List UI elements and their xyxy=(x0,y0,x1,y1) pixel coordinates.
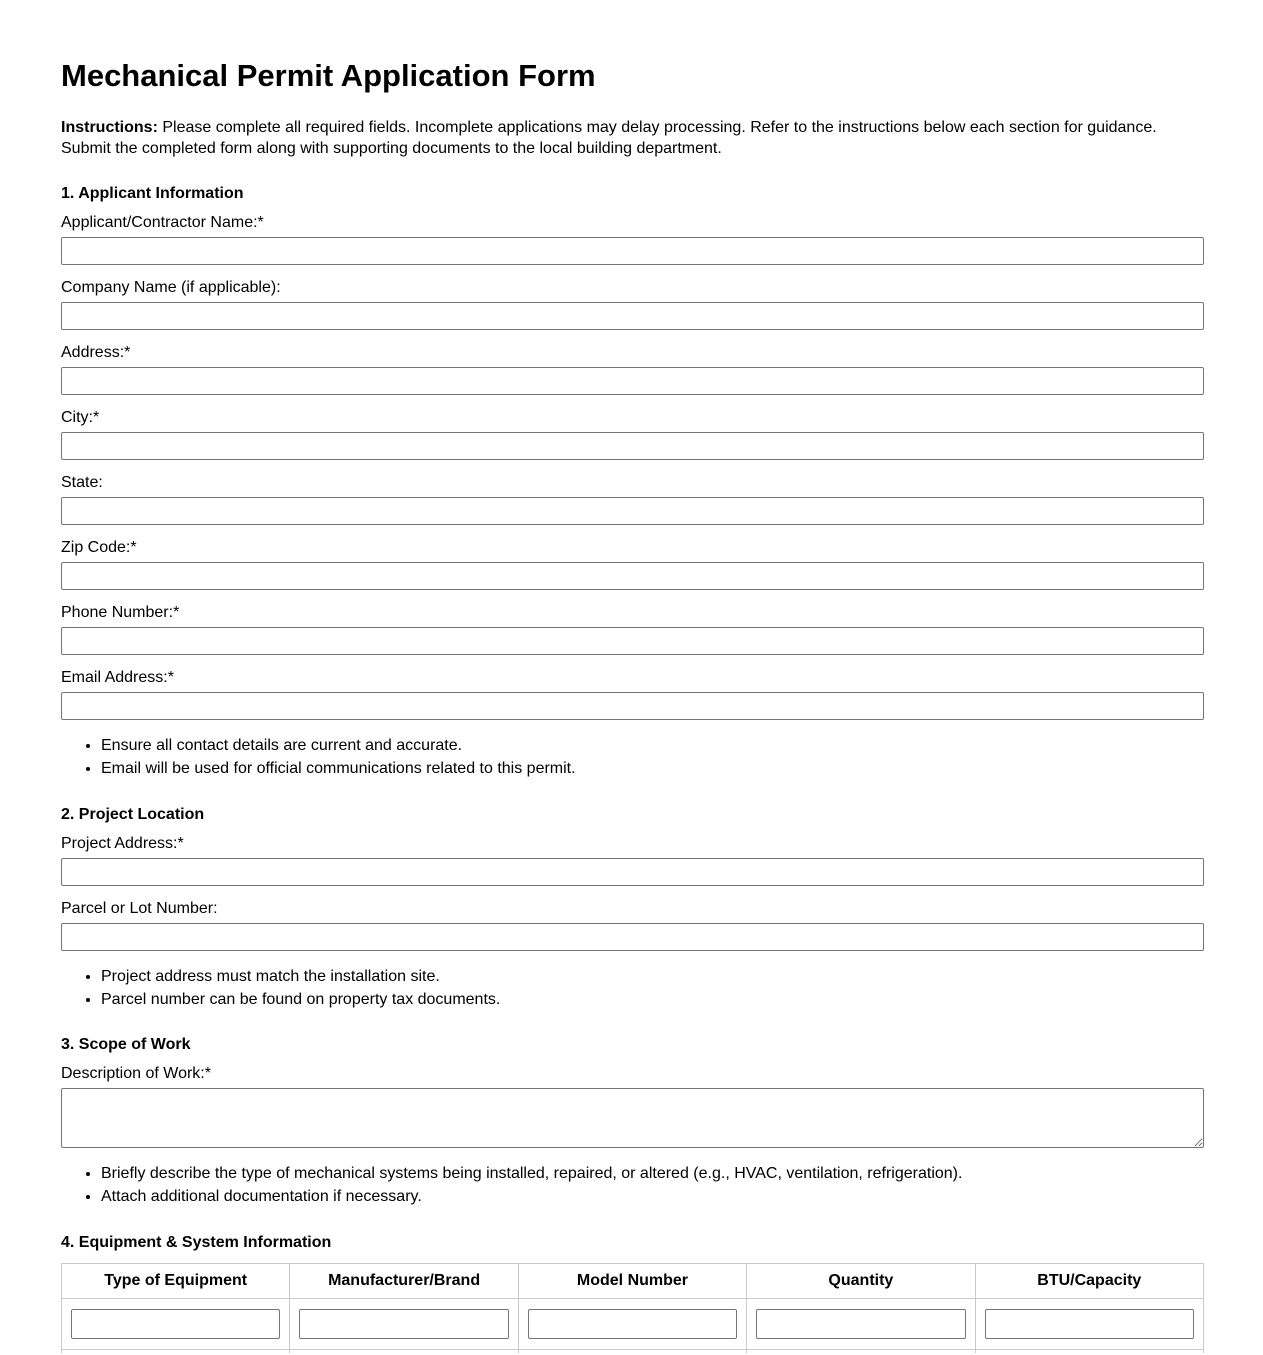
note-item: • Ensure all contact details are current and accurate. xyxy=(101,736,1204,757)
address-input[interactable] xyxy=(61,367,1204,395)
project-address-label: Project Address:* xyxy=(61,834,184,852)
zip-code-label: Zip Code:* xyxy=(61,539,137,557)
table-row xyxy=(62,1299,1204,1350)
field-address xyxy=(61,344,1204,395)
email-address-label: Email Address:* xyxy=(61,669,174,687)
company-name-input[interactable] xyxy=(61,302,1204,330)
instructions-text: Please complete all required fields. Incomplete applications may delay processing. Refer to the instructions below each section for guidance. Submit the completed form along with supporting documents to the local building department. xyxy=(61,119,1157,158)
instructions-label: Instructions: xyxy=(61,119,158,136)
description-of-work-label: Description of Work:* xyxy=(61,1065,211,1083)
section-heading-project-location: 2. Project Location xyxy=(61,805,205,823)
column-header-type-of-equipment: Type of Equipment xyxy=(62,1264,290,1299)
field-email-address xyxy=(61,669,1204,720)
instructions xyxy=(61,117,1204,159)
zip-code-input[interactable] xyxy=(61,562,1204,590)
description-of-work-textarea[interactable] xyxy=(61,1088,1204,1148)
parcel-lot-number-input[interactable] xyxy=(61,923,1204,951)
model-number-input[interactable] xyxy=(528,1309,737,1339)
section-heading-applicant-information: 1. Applicant Information xyxy=(61,185,244,203)
column-header-quantity: Quantity xyxy=(747,1264,975,1299)
manufacturer-brand-input[interactable] xyxy=(299,1309,508,1339)
state-label: State: xyxy=(61,474,103,492)
address-label: Address:* xyxy=(61,344,131,362)
equipment-table xyxy=(61,1263,1204,1353)
field-description-of-work xyxy=(61,1065,1204,1148)
applicant-notes xyxy=(61,736,1204,780)
field-parcel-lot-number xyxy=(61,900,1204,951)
state-input[interactable] xyxy=(61,497,1204,525)
section-heading-scope-of-work: 3. Scope of Work xyxy=(61,1036,191,1054)
section-heading-equipment-system-information: 4. Equipment & System Information xyxy=(61,1234,332,1251)
field-project-address xyxy=(61,835,1204,886)
phone-number-input[interactable] xyxy=(61,627,1204,655)
company-name-label: Company Name (if applicable): xyxy=(61,279,281,297)
field-phone-number xyxy=(61,604,1204,655)
column-header-btu-capacity: BTU/Capacity xyxy=(975,1264,1203,1299)
note-item: • Project address must match the installation site. xyxy=(101,967,1204,988)
email-address-input[interactable] xyxy=(61,692,1204,720)
note-item: • Briefly describe the type of mechanical systems being installed, repaired, or altered (e.g., HVAC, ventilation, refrigeration). xyxy=(101,1164,1204,1185)
btu-capacity-input[interactable] xyxy=(985,1309,1194,1339)
field-applicant-name xyxy=(61,214,1204,265)
column-header-manufacturer-brand: Manufacturer/Brand xyxy=(290,1264,518,1299)
field-zip-code xyxy=(61,539,1204,590)
field-city xyxy=(61,409,1204,460)
note-item: • Email will be used for official communications related to this permit. xyxy=(101,759,1204,780)
equipment-table-viewport xyxy=(61,1263,1204,1353)
equipment-header-row xyxy=(62,1264,1204,1299)
parcel-lot-number-label: Parcel or Lot Number: xyxy=(61,899,218,917)
phone-number-label: Phone Number:* xyxy=(61,604,180,622)
project-notes xyxy=(61,967,1204,1011)
page-title: Mechanical Permit Application Form xyxy=(61,58,596,93)
table-row-cropped xyxy=(62,1350,1204,1354)
applicant-name-input[interactable] xyxy=(61,237,1204,265)
scope-notes xyxy=(61,1164,1204,1208)
applicant-name-label: Applicant/Contractor Name:* xyxy=(61,214,264,232)
column-header-model-number: Model Number xyxy=(518,1264,746,1299)
field-state xyxy=(61,474,1204,525)
city-input[interactable] xyxy=(61,432,1204,460)
note-item: • Attach additional documentation if necessary. xyxy=(101,1187,1204,1208)
quantity-input[interactable] xyxy=(756,1309,965,1339)
city-label: City:* xyxy=(61,409,100,427)
project-address-input[interactable] xyxy=(61,858,1204,886)
field-company-name xyxy=(61,279,1204,330)
equipment-type-input[interactable] xyxy=(71,1309,280,1339)
note-item: • Parcel number can be found on property tax documents. xyxy=(101,990,1204,1011)
